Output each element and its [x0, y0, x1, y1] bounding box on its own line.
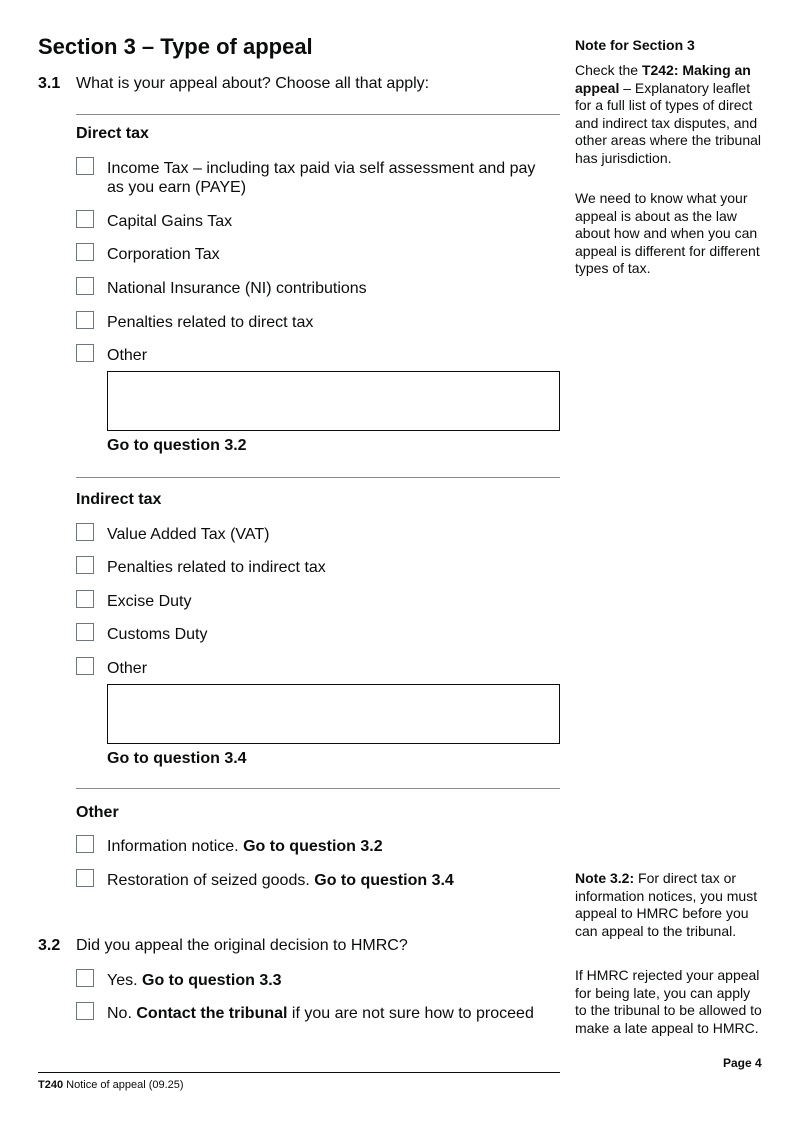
checkbox-vat[interactable]	[76, 523, 94, 541]
divider	[76, 788, 560, 789]
page-number: Page 4	[723, 1056, 762, 1070]
direct-goto-instruction: Go to question 3.2	[107, 437, 247, 454]
note-3-2-p1: Note 3.2: For direct tax or information notices, you must appeal to HMRC before you can appeal to the tribunal.	[575, 870, 758, 939]
other-heading: Other	[76, 804, 119, 821]
question-text-3-1: What is your appeal about? Choose all that apply:	[76, 75, 430, 92]
checkbox-corporation-tax[interactable]	[76, 243, 94, 261]
indirect-other-text-input[interactable]	[107, 684, 560, 744]
option-indirect-other: Other	[107, 660, 148, 677]
option-customs-duty: Customs Duty	[107, 626, 208, 643]
note-section-3-p2: We need to know what your appeal is about as the law about how and when you can appeal is different for different types of tax.	[575, 190, 760, 276]
question-text-3-2: Did you appeal the original decision to HMRC?	[76, 937, 408, 954]
indirect-tax-heading: Indirect tax	[76, 491, 162, 508]
option-capital-gains-tax: Capital Gains Tax	[107, 213, 233, 230]
divider	[76, 477, 560, 478]
option-no: No. Contact the tribunal if you are not sure how to proceed	[107, 1005, 534, 1022]
option-excise-duty: Excise Duty	[107, 593, 192, 610]
checkbox-national-insurance[interactable]	[76, 277, 94, 295]
direct-tax-heading: Direct tax	[76, 125, 149, 142]
option-restoration-seized-goods: Restoration of seized goods. Go to question 3.4	[107, 872, 454, 889]
option-direct-other: Other	[107, 347, 148, 364]
checkbox-information-notice[interactable]	[76, 835, 94, 853]
option-penalties-indirect-tax: Penalties related to indirect tax	[107, 559, 326, 576]
divider	[76, 114, 560, 115]
question-number-3-2: 3.2	[38, 937, 61, 954]
checkbox-restoration-seized-goods[interactable]	[76, 869, 94, 887]
option-corporation-tax: Corporation Tax	[107, 246, 220, 263]
checkbox-no[interactable]	[76, 1002, 94, 1020]
question-number-3-1: 3.1	[38, 75, 61, 92]
direct-other-text-input[interactable]	[107, 371, 560, 431]
indirect-goto-instruction: Go to question 3.4	[107, 750, 247, 767]
checkbox-excise-duty[interactable]	[76, 590, 94, 608]
option-penalties-direct-tax: Penalties related to direct tax	[107, 314, 314, 331]
checkbox-direct-other[interactable]	[76, 344, 94, 362]
checkbox-income-tax[interactable]	[76, 157, 94, 175]
note-3-2-p2: If HMRC rejected your appeal for being late, you can apply to the tribunal to be allowed to make a late appeal to HMRC.	[575, 967, 762, 1036]
checkbox-penalties-direct-tax[interactable]	[76, 311, 94, 329]
option-vat: Value Added Tax (VAT)	[107, 526, 270, 543]
option-income-tax: Income Tax – including tax paid via self assessment and pay as you earn (PAYE)	[107, 160, 536, 196]
checkbox-capital-gains-tax[interactable]	[76, 210, 94, 228]
note-section-3-heading: Note for Section 3	[575, 37, 695, 53]
checkbox-penalties-indirect-tax[interactable]	[76, 556, 94, 574]
option-national-insurance: National Insurance (NI) contributions	[107, 280, 367, 297]
footer-form-reference: T240 Notice of appeal (09.25)	[38, 1079, 184, 1091]
section-title: Section 3 – Type of appeal	[38, 34, 313, 59]
checkbox-yes[interactable]	[76, 969, 94, 987]
option-yes: Yes. Go to question 3.3	[107, 972, 282, 989]
checkbox-indirect-other[interactable]	[76, 657, 94, 675]
option-information-notice: Information notice. Go to question 3.2	[107, 838, 383, 855]
checkbox-customs-duty[interactable]	[76, 623, 94, 641]
note-section-3-p1: Check the T242: Making an appeal – Explanatory leaflet for a full list of types of direct and indirect tax disputes, and other areas where the tribunal has jurisdiction.	[575, 62, 761, 166]
footer-divider	[38, 1072, 560, 1073]
